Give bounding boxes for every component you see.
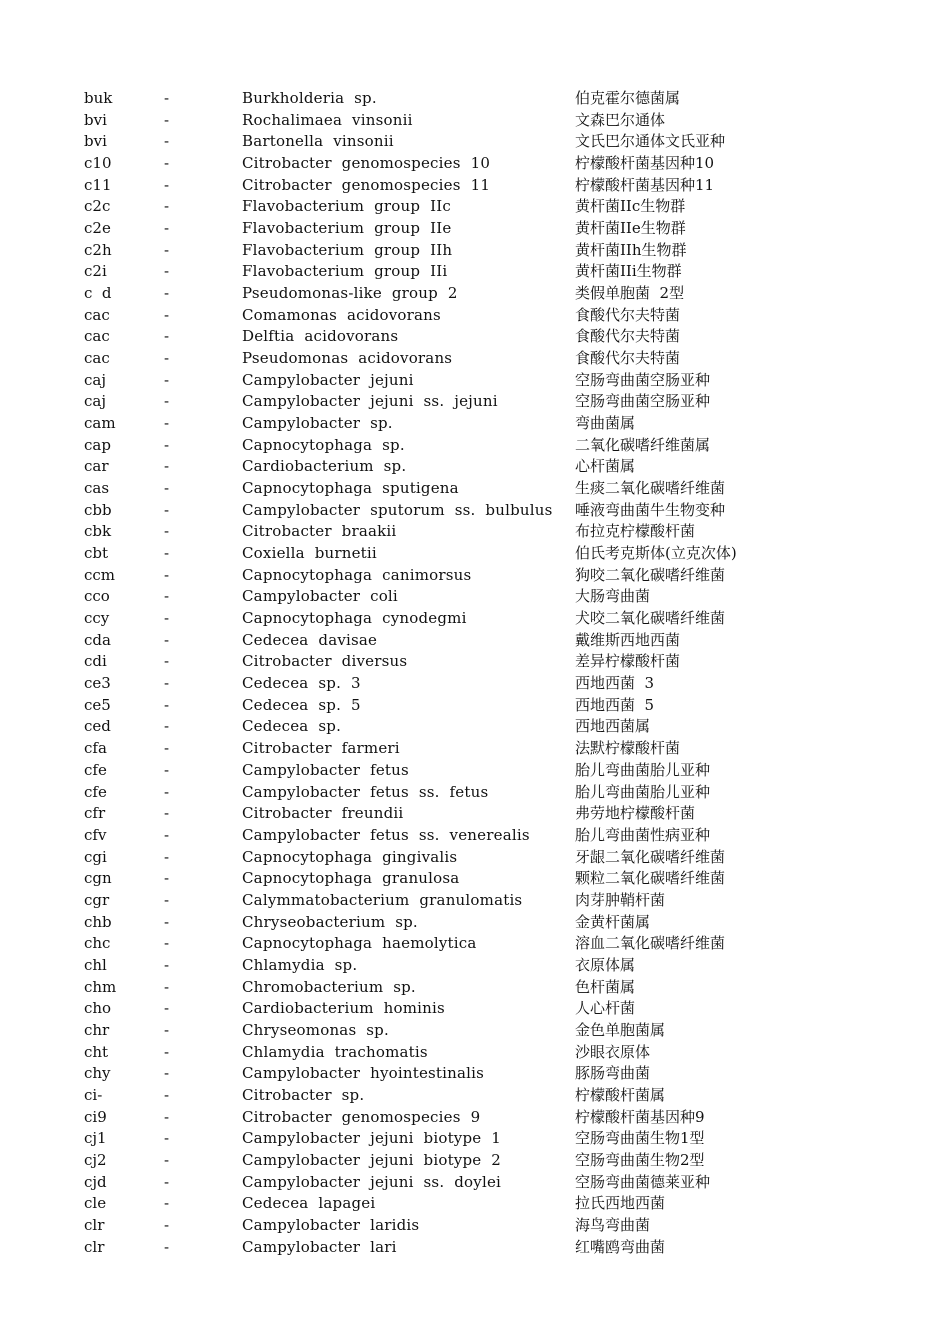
table-row [84,651,944,673]
latin-name: Citrobacter genomospecies 10 [242,154,491,173]
organism-code: cac [84,327,110,346]
latin-name: Chryseobacterium sp. [242,912,418,931]
organism-code: cda [84,630,111,649]
table-row [84,110,944,132]
chinese-name: 食酸代尔夫特菌 [575,327,681,346]
chinese-name: 类假单胞菌 2型 [575,284,685,303]
separator-dash: - [164,110,170,129]
table-row [84,196,944,218]
table-row [84,1172,944,1194]
table-row [84,1193,944,1215]
table-row [84,565,944,587]
latin-name: Pseudomonas-like group 2 [242,284,458,303]
chinese-name: 文氏巴尔通体文氏亚种 [575,132,726,151]
latin-name: Chromobacterium sp. [242,977,416,996]
separator-dash: - [164,327,170,346]
separator-dash: - [164,414,170,433]
chinese-name: 大肠弯曲菌 [575,587,651,606]
organism-code: chr [84,1020,110,1039]
separator-dash: - [164,869,170,888]
latin-name: Campylobacter jejuni [242,370,414,389]
separator-dash: - [164,934,170,953]
separator-dash: - [164,695,170,714]
organism-code: c10 [84,154,112,173]
separator-dash: - [164,522,170,541]
table-row [84,673,944,695]
latin-name: Citrobacter freundii [242,804,404,823]
table-row [84,478,944,500]
latin-name: Citrobacter genomospecies 9 [242,1107,481,1126]
separator-dash: - [164,955,170,974]
table-row [84,890,944,912]
organism-code: cap [84,435,111,454]
table-row [84,500,944,522]
latin-name: Cedecea lapagei [242,1194,376,1213]
chinese-name: 金色单胞菌属 [575,1020,666,1039]
separator-dash: - [164,739,170,758]
chinese-name: 伯克霍尔德菌属 [575,89,681,107]
table-row [84,868,944,890]
organism-code: clr [84,1215,105,1234]
chinese-name: 食酸代尔夫特菌 [575,349,681,368]
latin-name: Citrobacter farmeri [242,739,400,758]
organism-code: cbk [84,522,112,541]
chinese-name: 西地西菌属 [575,717,651,736]
organism-code: chc [84,934,111,953]
separator-dash: - [164,652,170,671]
latin-name: Calymmatobacterium granulomatis [242,890,523,909]
latin-name: Campylobacter fetus [242,760,409,779]
organism-code: cfe [84,760,107,779]
latin-name: Campylobacter lari [242,1237,397,1256]
table-row [84,1042,944,1064]
chinese-name: 牙龈二氧化碳嗜纤维菌 [575,847,726,866]
table-row [84,586,944,608]
organism-code: bvi [84,110,107,129]
latin-name: Pseudomonas acidovorans [242,349,453,368]
chinese-name: 二氧化碳嗜纤维菌属 [575,435,711,454]
table-row [84,283,944,305]
latin-name: Capnocytophaga haemolytica [242,934,477,953]
separator-dash: - [164,1172,170,1191]
latin-name: Campylobacter jejuni ss. jejuni [242,392,498,411]
separator-dash: - [164,760,170,779]
chinese-name: 色杆菌属 [575,977,636,996]
table-row [84,716,944,738]
separator-dash: - [164,457,170,476]
organism-code: bvi [84,132,107,151]
organism-code-table [84,88,944,1258]
organism-code: ce5 [84,695,111,714]
chinese-name: 胎儿弯曲菌性病亚种 [575,825,711,844]
table-row [84,131,944,153]
chinese-name: 伯氏考克斯体(立克次体) [575,544,737,563]
separator-dash: - [164,219,170,238]
separator-dash: - [164,1085,170,1104]
separator-dash: - [164,154,170,173]
organism-code: c11 [84,175,112,194]
latin-name: Campylobacter laridis [242,1215,420,1234]
latin-name: Citrobacter braakii [242,522,397,541]
latin-name: Campylobacter jejuni ss. doylei [242,1172,502,1191]
latin-name: Cedecea sp. [242,717,342,736]
separator-dash: - [164,1107,170,1126]
table-row [84,391,944,413]
organism-code: cj2 [84,1150,107,1169]
latin-name: Rochalimaea vinsonii [242,110,413,129]
chinese-name: 胎儿弯曲菌胎儿亚种 [575,760,711,779]
separator-dash: - [164,435,170,454]
separator-dash: - [164,284,170,303]
separator-dash: - [164,544,170,563]
organism-code: cgn [84,869,112,888]
table-row [84,695,944,717]
organism-code: cgi [84,847,107,866]
organism-code: chb [84,912,112,931]
chinese-name: 柠檬酸杆菌基因种9 [575,1107,705,1126]
latin-name: Campylobacter sp. [242,414,393,433]
chinese-name: 犬咬二氧化碳嗜纤维菌 [575,609,726,628]
table-row [84,326,944,348]
table-row [84,1085,944,1107]
table-row [84,218,944,240]
chinese-name: 胎儿弯曲菌胎儿亚种 [575,782,711,801]
chinese-name: 戴维斯西地西菌 [575,630,681,649]
latin-name: Comamonas acidovorans [242,305,441,324]
table-row [84,543,944,565]
separator-dash: - [164,912,170,931]
organism-code: chy [84,1064,111,1083]
organism-code: ce3 [84,674,111,693]
latin-name: Citrobacter sp. [242,1085,365,1104]
table-row [84,608,944,630]
separator-dash: - [164,132,170,151]
latin-name: Capnocytophaga cynodegmi [242,609,467,628]
latin-name: Citrobacter genomospecies 11 [242,175,491,194]
chinese-name: 空肠弯曲菌德莱亚种 [575,1172,711,1191]
chinese-name: 黄杆菌IIi生物群 [575,262,682,281]
chinese-name: 文森巴尔通体 [575,110,666,129]
latin-name: Campylobacter hyointestinalis [242,1064,485,1083]
table-row [84,912,944,934]
table-row [84,456,944,478]
organism-code: caj [84,370,106,389]
organism-code: cle [84,1194,107,1213]
latin-name: Cardiobacterium sp. [242,457,407,476]
table-row [84,630,944,652]
latin-name: Capnocytophaga gingivalis [242,847,458,866]
organism-code: caj [84,392,106,411]
separator-dash: - [164,175,170,194]
latin-name: Campylobacter fetus ss. fetus [242,782,489,801]
chinese-name: 豚肠弯曲菌 [575,1064,651,1083]
chinese-name: 人心杆菌 [575,999,636,1018]
table-row [84,825,944,847]
chinese-name: 空肠弯曲菌空肠亚种 [575,370,711,389]
latin-name: Chryseomonas sp. [242,1020,389,1039]
chinese-name: 肉芽肿鞘杆菌 [575,890,666,909]
table-row [84,1020,944,1042]
chinese-name: 溶血二氧化碳嗜纤维菌 [575,934,726,953]
organism-code: ced [84,717,111,736]
latin-name: Flavobacterium group IIc [242,197,451,216]
chinese-name: 海鸟弯曲菌 [575,1215,651,1234]
table-row [84,760,944,782]
separator-dash: - [164,825,170,844]
table-row [84,435,944,457]
separator-dash: - [164,890,170,909]
organism-code: clr [84,1237,105,1256]
chinese-name: 生痰二氧化碳嗜纤维菌 [575,479,726,498]
chinese-name: 拉氏西地西菌 [575,1194,666,1213]
table-row [84,413,944,435]
latin-name: Bartonella vinsonii [242,132,394,151]
separator-dash: - [164,240,170,259]
chinese-name: 柠檬酸杆菌基因种11 [575,175,715,194]
table-row [84,977,944,999]
organism-code: cdi [84,652,107,671]
chinese-name: 颗粒二氧化碳嗜纤维菌 [575,869,726,888]
chinese-name: 布拉克柠檬酸杆菌 [575,522,696,541]
chinese-name: 法默柠檬酸杆菌 [575,739,681,758]
table-row [84,782,944,804]
separator-dash: - [164,999,170,1018]
separator-dash: - [164,1194,170,1213]
table-row [84,261,944,283]
separator-dash: - [164,197,170,216]
separator-dash: - [164,305,170,324]
organism-code: ccy [84,609,110,628]
table-row [84,1107,944,1129]
organism-code: c2h [84,240,112,259]
organism-code: cbt [84,544,109,563]
separator-dash: - [164,565,170,584]
organism-code: cfr [84,804,106,823]
table-row [84,847,944,869]
chinese-name: 沙眼衣原体 [575,1042,651,1061]
table-row [84,1215,944,1237]
table-row [84,305,944,327]
organism-code: cfv [84,825,107,844]
latin-name: Capnocytophaga sp. [242,435,405,454]
organism-code: chm [84,977,117,996]
organism-code: buk [84,89,113,107]
latin-name: Chlamydia sp. [242,955,358,974]
separator-dash: - [164,500,170,519]
latin-name: Campylobacter fetus ss. venerealis [242,825,530,844]
organism-code: cas [84,479,110,498]
separator-dash: - [164,479,170,498]
latin-name: Campylobacter jejuni biotype 1 [242,1129,502,1148]
latin-name: Campylobacter coli [242,587,398,606]
separator-dash: - [164,782,170,801]
separator-dash: - [164,1129,170,1148]
latin-name: Capnocytophaga granulosa [242,869,460,888]
separator-dash: - [164,674,170,693]
organism-code: c2c [84,197,111,216]
table-row [84,1237,944,1259]
separator-dash: - [164,370,170,389]
organism-code: cfa [84,739,107,758]
chinese-name: 柠檬酸杆菌属 [575,1085,666,1104]
latin-name: Cedecea davisae [242,630,378,649]
table-row [84,175,944,197]
chinese-name: 心杆菌属 [575,457,636,476]
separator-dash: - [164,1237,170,1256]
latin-name: Flavobacterium group IIh [242,240,453,259]
chinese-name: 西地西菌 5 [575,695,655,714]
separator-dash: - [164,349,170,368]
table-row [84,240,944,262]
organism-code: cac [84,349,110,368]
organism-code: car [84,457,109,476]
separator-dash: - [164,587,170,606]
table-row [84,1150,944,1172]
separator-dash: - [164,717,170,736]
separator-dash: - [164,1042,170,1061]
latin-name: Burkholderia sp. [242,89,377,107]
chinese-name: 弗劳地柠檬酸杆菌 [575,804,696,823]
organism-code: c d [84,284,112,303]
chinese-name: 空肠弯曲菌空肠亚种 [575,392,711,411]
table-row [84,88,944,110]
table-row [84,521,944,543]
chinese-name: 弯曲菌属 [575,414,636,433]
table-row [84,348,944,370]
chinese-name: 差异柠檬酸杆菌 [575,652,681,671]
chinese-name: 黄杆菌IIh生物群 [575,240,687,259]
separator-dash: - [164,1064,170,1083]
organism-code: cjd [84,1172,107,1191]
separator-dash: - [164,1020,170,1039]
organism-code: cht [84,1042,109,1061]
organism-code: ci- [84,1085,103,1104]
organism-code: ccm [84,565,116,584]
chinese-name: 空肠弯曲菌生物1型 [575,1129,705,1148]
latin-name: Campylobacter sputorum ss. bulbulus [242,500,553,519]
chinese-name: 黄杆菌IIc生物群 [575,197,686,216]
latin-name: Cedecea sp. 5 [242,695,361,714]
chinese-name: 空肠弯曲菌生物2型 [575,1150,705,1169]
separator-dash: - [164,1215,170,1234]
table-row [84,998,944,1020]
separator-dash: - [164,630,170,649]
table-row [84,1063,944,1085]
table-row [84,153,944,175]
table-row [84,955,944,977]
organism-code: cco [84,587,110,606]
chinese-name: 红嘴鸥弯曲菌 [575,1237,666,1256]
separator-dash: - [164,847,170,866]
table-row [84,738,944,760]
table-row [84,933,944,955]
organism-code: cac [84,305,110,324]
organism-code: c2e [84,219,111,238]
organism-code: cam [84,414,116,433]
organism-code: cj1 [84,1129,107,1148]
separator-dash: - [164,977,170,996]
chinese-name: 柠檬酸杆菌基因种10 [575,154,715,173]
organism-code: cbb [84,500,112,519]
table-row [84,370,944,392]
latin-name: Coxiella burnetii [242,544,377,563]
chinese-name: 金黄杆菌属 [575,912,651,931]
separator-dash: - [164,609,170,628]
separator-dash: - [164,262,170,281]
latin-name: Flavobacterium group IIe [242,219,452,238]
separator-dash: - [164,1150,170,1169]
latin-name: Delftia acidovorans [242,327,399,346]
chinese-name: 唾液弯曲菌牛生物变种 [575,500,726,519]
chinese-name: 狗咬二氧化碳嗜纤维菌 [575,565,726,584]
organism-code: c2i [84,262,107,281]
separator-dash: - [164,89,170,107]
organism-code: chl [84,955,107,974]
organism-code: cfe [84,782,107,801]
organism-code: ci9 [84,1107,107,1126]
latin-name: Cedecea sp. 3 [242,674,361,693]
chinese-name: 食酸代尔夫特菌 [575,305,681,324]
chinese-name: 西地西菌 3 [575,674,655,693]
table-row [84,803,944,825]
latin-name: Capnocytophaga canimorsus [242,565,472,584]
table-row [84,1128,944,1150]
latin-name: Chlamydia trachomatis [242,1042,428,1061]
latin-name: Campylobacter jejuni biotype 2 [242,1150,502,1169]
separator-dash: - [164,392,170,411]
separator-dash: - [164,804,170,823]
organism-code: cho [84,999,112,1018]
latin-name: Flavobacterium group IIi [242,262,448,281]
latin-name: Citrobacter diversus [242,652,408,671]
chinese-name: 黄杆菌IIe生物群 [575,219,686,238]
chinese-name: 衣原体属 [575,955,636,974]
latin-name: Cardiobacterium hominis [242,999,445,1018]
organism-code: cgr [84,890,110,909]
latin-name: Capnocytophaga sputigena [242,479,459,498]
